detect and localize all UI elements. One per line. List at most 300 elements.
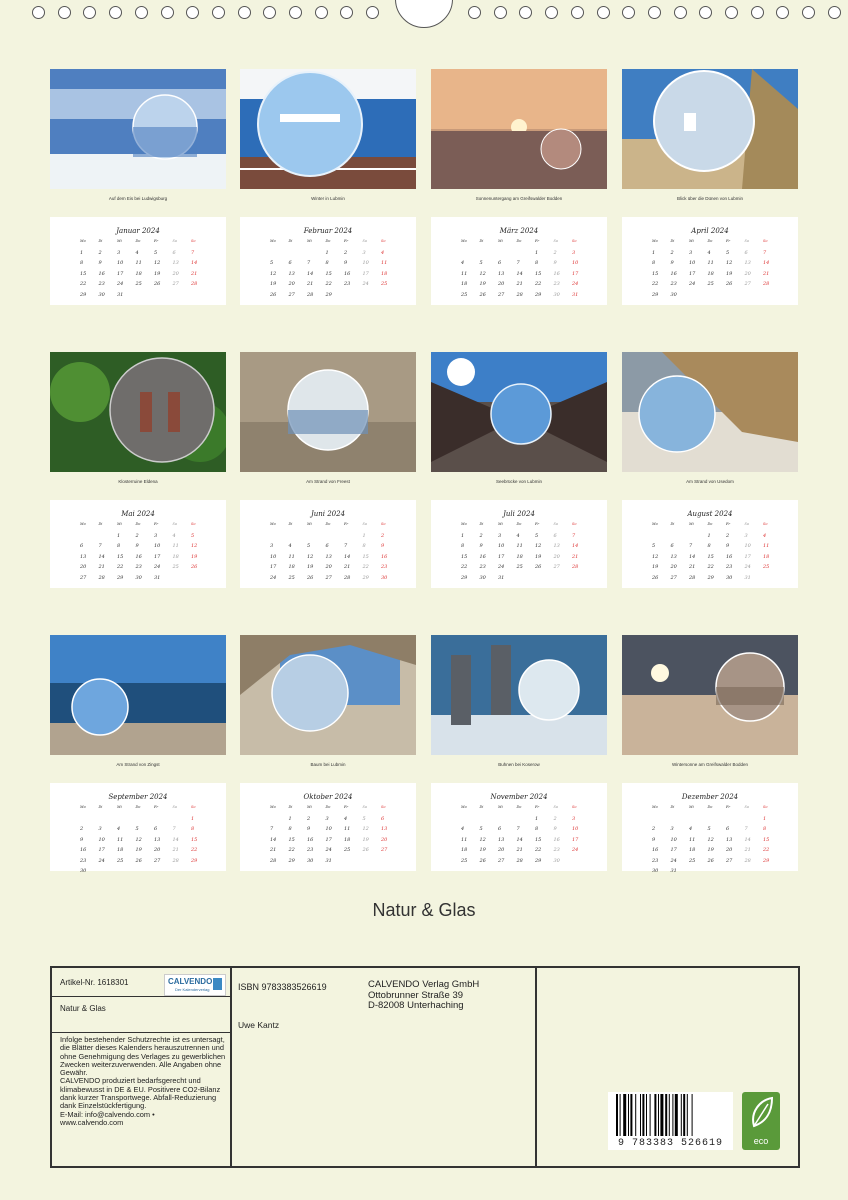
weekday-label: Mo — [270, 522, 276, 526]
product-name: Natur & Glas — [60, 1004, 106, 1013]
month-page — [240, 69, 416, 305]
month-page — [431, 635, 607, 871]
weekday-label: Do — [516, 522, 522, 526]
day-number: 10 — [98, 836, 105, 843]
day-number: 14 — [172, 836, 179, 843]
day-number: 1 — [325, 249, 329, 256]
day-number: 16 — [307, 836, 314, 843]
weekday-label: So — [191, 239, 196, 243]
barcode-bar — [623, 1094, 626, 1136]
day-number: 21 — [172, 847, 179, 853]
day-number: 17 — [572, 270, 579, 277]
weekday-label: Mo — [80, 805, 86, 809]
day-number: 28 — [572, 564, 579, 570]
photo-caption: Klosterruine Eldena — [118, 479, 158, 484]
weekday-label: Fr — [535, 522, 540, 526]
day-number: 21 — [689, 564, 696, 570]
day-number: 25 — [763, 564, 770, 570]
day-number: 14 — [516, 270, 523, 277]
month-calendar — [240, 500, 416, 588]
day-number: 11 — [172, 543, 179, 549]
day-number: 10 — [325, 826, 332, 832]
month-name: März 2024 — [499, 227, 539, 235]
empty-day — [498, 816, 517, 827]
day-number: 3 — [572, 249, 576, 256]
binding-hole — [58, 6, 71, 19]
day-grid — [461, 239, 591, 302]
empty-day — [270, 250, 289, 261]
binding-hole — [571, 6, 584, 19]
day-number: 27 — [154, 857, 161, 864]
day-number: 12 — [362, 826, 369, 832]
day-number: 24 — [154, 564, 161, 570]
day-number: 22 — [652, 281, 659, 287]
day-number: 9 — [670, 260, 674, 266]
day-number: 20 — [154, 847, 161, 853]
day-number: 19 — [191, 553, 198, 560]
month-name: Januar 2024 — [116, 227, 160, 235]
month-calendar — [240, 783, 416, 871]
day-number: 26 — [191, 564, 198, 570]
day-number: 24 — [572, 281, 579, 287]
day-number: 13 — [288, 270, 295, 277]
day-number: 2 — [344, 249, 348, 256]
day-number: 4 — [135, 249, 139, 256]
empty-day — [480, 816, 499, 827]
day-number: 18 — [172, 553, 179, 560]
publisher-city: D-82008 Unterhaching — [368, 1000, 464, 1011]
day-number: 29 — [763, 857, 770, 864]
day-number: 16 — [98, 270, 105, 277]
day-number: 15 — [535, 836, 542, 843]
day-number: 25 — [117, 857, 124, 864]
day-number: 2 — [135, 532, 139, 539]
day-number: 29 — [117, 574, 124, 581]
day-number: 20 — [726, 847, 733, 853]
author: Uwe Kantz — [238, 1020, 280, 1030]
binding-hole — [648, 6, 661, 19]
weekday-label: Di — [670, 522, 675, 526]
weekday-label: Di — [288, 805, 293, 809]
weekday-label: Mo — [652, 239, 658, 243]
day-number: 23 — [344, 281, 351, 287]
weekday-label: Sa — [172, 239, 177, 243]
day-number: 11 — [135, 260, 142, 266]
barcode-bar — [665, 1094, 667, 1136]
day-number: 11 — [461, 836, 468, 843]
day-number: 11 — [689, 836, 696, 843]
weekday-label: Sa — [553, 522, 558, 526]
day-number: 4 — [461, 826, 465, 832]
day-number: 25 — [288, 574, 295, 581]
day-number: 16 — [670, 270, 677, 277]
empty-day — [270, 533, 289, 544]
month-photo — [240, 352, 416, 472]
weekday-label: Di — [670, 239, 675, 243]
day-number: 3 — [744, 532, 748, 539]
day-number: 5 — [535, 532, 539, 539]
day-number: 5 — [479, 260, 483, 266]
day-number: 21 — [191, 270, 198, 277]
day-number: 23 — [307, 847, 314, 853]
binding-hole — [802, 6, 815, 19]
day-number: 17 — [270, 564, 277, 570]
day-number: 22 — [80, 281, 87, 287]
binding-hole — [366, 6, 379, 19]
day-number: 18 — [461, 847, 468, 853]
empty-day — [154, 868, 173, 879]
photo-caption: Auf dem Eis bei Ludwigsburg — [108, 196, 168, 201]
month-page — [50, 69, 226, 305]
calendar-title: Natur & Glas — [372, 900, 476, 920]
day-number: 19 — [479, 281, 486, 287]
day-number: 1 — [117, 532, 121, 539]
month-photo — [431, 69, 607, 189]
binding-hole — [519, 6, 532, 19]
day-number: 7 — [689, 543, 693, 549]
day-number: 21 — [344, 564, 351, 570]
empty-day — [517, 250, 536, 261]
day-number: 18 — [689, 847, 696, 853]
day-number: 20 — [80, 564, 87, 570]
day-number: 3 — [572, 815, 576, 822]
day-number: 14 — [270, 836, 277, 843]
article-number: Artikel-Nr. 1618301 — [60, 978, 129, 987]
day-number: 3 — [117, 249, 121, 256]
day-number: 29 — [707, 574, 714, 581]
empty-day — [99, 816, 118, 827]
day-grid — [80, 522, 210, 585]
weekday-label: Mi — [307, 522, 312, 526]
day-number: 4 — [117, 826, 121, 832]
weekday-label: Do — [516, 239, 522, 243]
month-page — [622, 69, 798, 305]
day-number: 1 — [535, 249, 539, 256]
day-number: 9 — [344, 260, 348, 266]
weekday-label: Di — [288, 522, 293, 526]
day-number: 2 — [381, 532, 385, 539]
binding-hole — [776, 6, 789, 19]
day-number: 28 — [516, 857, 523, 864]
empty-day — [652, 533, 671, 544]
month-name: September 2024 — [108, 793, 168, 801]
weekday-label: So — [572, 805, 577, 809]
day-number: 18 — [763, 553, 770, 560]
day-grid — [270, 805, 400, 868]
month-page — [240, 635, 416, 871]
day-number: 24 — [98, 857, 105, 864]
day-number: 22 — [325, 281, 332, 287]
empty-day — [726, 816, 745, 827]
empty-day — [173, 575, 192, 586]
day-number: 3 — [325, 815, 329, 822]
day-number: 3 — [670, 826, 674, 832]
weekday-label: So — [381, 522, 386, 526]
day-number: 10 — [117, 260, 124, 266]
day-number: 24 — [270, 574, 277, 581]
day-number: 1 — [362, 532, 366, 539]
day-number: 6 — [80, 543, 84, 549]
empty-day — [80, 533, 99, 544]
day-number: 17 — [498, 553, 505, 560]
day-number: 19 — [362, 836, 369, 843]
barcode-bar — [635, 1094, 636, 1136]
empty-day — [689, 533, 708, 544]
day-number: 22 — [763, 847, 770, 853]
weekday-label: Mi — [307, 805, 312, 809]
day-number: 16 — [135, 553, 142, 560]
day-number: 30 — [652, 868, 659, 874]
day-number: 23 — [479, 564, 486, 570]
binding-hole — [340, 6, 353, 19]
day-number: 13 — [325, 553, 332, 560]
day-number: 1 — [535, 815, 539, 822]
day-number: 14 — [516, 836, 523, 843]
binding-hole — [238, 6, 251, 19]
day-number: 6 — [154, 826, 158, 832]
day-number: 13 — [498, 836, 505, 843]
binding-hole — [186, 6, 199, 19]
day-number: 13 — [498, 270, 505, 277]
empty-day — [535, 575, 554, 586]
day-number: 7 — [307, 260, 311, 266]
empty-day — [191, 868, 210, 879]
day-number: 25 — [344, 847, 351, 853]
weekday-label: Fr — [344, 805, 349, 809]
photo-caption: Wintersonne am Greifswalder Bodden — [671, 762, 749, 767]
day-number: 3 — [98, 826, 102, 832]
day-grid — [461, 522, 591, 585]
binding-hole — [109, 6, 122, 19]
day-number: 9 — [80, 836, 84, 843]
day-number: 18 — [461, 281, 468, 287]
day-number: 20 — [381, 836, 388, 843]
day-number: 21 — [744, 847, 751, 853]
day-number: 5 — [362, 815, 366, 822]
day-number: 10 — [498, 543, 505, 549]
glass-ball-photo — [622, 69, 798, 189]
day-number: 19 — [307, 564, 314, 570]
day-number: 15 — [461, 553, 468, 560]
day-number: 25 — [135, 281, 142, 287]
weekday-label: Sa — [744, 522, 749, 526]
day-number: 30 — [479, 574, 486, 581]
eco-badge: eco — [742, 1092, 780, 1150]
calvendo-logo: CALVENDO Der Kalenderverlag — [164, 974, 226, 996]
day-number: 25 — [172, 564, 179, 570]
day-number: 10 — [689, 260, 696, 266]
binding-hole — [83, 6, 96, 19]
day-number: 26 — [535, 564, 542, 570]
day-grid — [652, 239, 782, 302]
glass-ball-photo — [240, 635, 416, 755]
binding-hole — [135, 6, 148, 19]
day-number: 6 — [726, 826, 730, 832]
empty-day — [708, 868, 727, 879]
day-number: 12 — [652, 553, 659, 560]
empty-day — [745, 292, 764, 303]
day-number: 1 — [288, 815, 292, 822]
weekday-label: Sa — [362, 239, 367, 243]
day-number: 14 — [572, 543, 579, 549]
weekday-label: Sa — [172, 805, 177, 809]
weekday-label: Mi — [117, 239, 122, 243]
barcode-bar — [681, 1094, 682, 1136]
day-number: 17 — [117, 270, 124, 277]
day-number: 21 — [516, 281, 523, 287]
day-number: 4 — [461, 260, 465, 266]
day-number: 17 — [572, 836, 579, 843]
day-number: 9 — [553, 826, 557, 832]
day-number: 19 — [135, 847, 142, 853]
month-name: Dezember 2024 — [681, 793, 739, 801]
empty-day — [381, 292, 400, 303]
weekday-label: Fr — [726, 522, 731, 526]
day-number: 20 — [744, 270, 751, 277]
day-number: 23 — [80, 857, 87, 864]
weekday-label: So — [763, 522, 768, 526]
empty-day — [173, 816, 192, 827]
day-number: 28 — [763, 281, 770, 287]
day-number: 5 — [707, 826, 711, 832]
day-number: 29 — [325, 291, 332, 298]
day-number: 13 — [381, 826, 388, 832]
day-number: 28 — [744, 857, 751, 864]
day-number: 25 — [381, 281, 388, 287]
weekday-label: Sa — [744, 805, 749, 809]
day-number: 6 — [381, 815, 385, 822]
day-number: 7 — [516, 826, 520, 832]
glass-ball-photo — [50, 352, 226, 472]
day-number: 23 — [652, 857, 659, 864]
day-number: 26 — [726, 281, 733, 287]
month-name: August 2024 — [687, 510, 733, 518]
legal-notice: Infolge bestehender Schutzrechte ist es untersagt, die Blätter dieses Kalenders herauszutrennen und ohne Genehmigung des Verlages zu gewerblichen Zwecken weiterzuverwenden. Alle Angaben ohne Gewähr. CALVENDO produziert bedarfsgerecht und klimabewusst in DE & EU. Positivere CO2-Bilanz dank kurzer Transportwege. Abfall-Reduzierung dank Einzelstückfertigung. E-Mail: info@calvendo.com • www.calvendo.com — [60, 1035, 226, 1127]
day-number: 4 — [344, 815, 348, 822]
empty-day — [344, 858, 363, 869]
day-number: 11 — [117, 836, 124, 843]
calvendo-logo-icon — [213, 978, 222, 990]
binding-hole — [32, 6, 45, 19]
month-name: April 2024 — [691, 227, 729, 235]
day-number: 8 — [191, 826, 195, 832]
month-page — [622, 635, 798, 874]
day-number: 5 — [154, 249, 158, 256]
day-number: 6 — [288, 260, 292, 266]
weekday-label: So — [191, 805, 196, 809]
weekday-label: Sa — [362, 805, 367, 809]
day-number: 15 — [325, 270, 332, 277]
photo-caption: Baum bei Lubmin — [310, 762, 346, 767]
empty-day — [191, 292, 210, 303]
day-number: 12 — [191, 543, 198, 549]
barcode — [608, 1092, 733, 1150]
day-number: 5 — [135, 826, 139, 832]
day-number: 22 — [707, 564, 714, 570]
day-number: 24 — [498, 564, 505, 570]
glass-ball-photo — [50, 635, 226, 755]
day-number: 31 — [325, 857, 332, 864]
empty-day — [461, 250, 480, 261]
weekday-label: Mi — [689, 239, 694, 243]
day-number: 17 — [154, 553, 161, 560]
month-calendar — [50, 500, 226, 588]
binding-hole — [597, 6, 610, 19]
day-number: 15 — [652, 270, 659, 277]
weekday-label: Do — [325, 805, 331, 809]
day-number: 1 — [707, 532, 711, 539]
day-number: 30 — [98, 291, 105, 298]
day-number: 12 — [270, 270, 277, 277]
day-number: 13 — [744, 260, 751, 266]
weekday-label: Do — [325, 522, 331, 526]
binding-hole — [161, 6, 174, 19]
day-number: 7 — [191, 249, 195, 256]
binding-hole — [494, 6, 507, 19]
day-number: 21 — [307, 281, 314, 287]
day-number: 11 — [763, 543, 770, 549]
empty-day — [726, 868, 745, 879]
day-number: 28 — [191, 281, 198, 287]
empty-day — [99, 868, 118, 879]
day-number: 12 — [479, 836, 486, 843]
weekday-label: Di — [98, 805, 103, 809]
day-number: 3 — [270, 543, 274, 549]
day-number: 9 — [307, 826, 311, 832]
weekday-label: Mo — [270, 239, 276, 243]
binding-hole — [212, 6, 225, 19]
day-number: 28 — [307, 291, 314, 298]
day-number: 5 — [270, 260, 274, 266]
glass-ball-photo — [622, 352, 798, 472]
empty-day — [154, 816, 173, 827]
weekday-label: Mo — [461, 522, 467, 526]
day-number: 29 — [362, 574, 369, 581]
day-number: 19 — [479, 847, 486, 853]
day-number: 4 — [763, 532, 767, 539]
empty-day — [517, 816, 536, 827]
weekday-label: Di — [98, 239, 103, 243]
day-number: 26 — [652, 574, 659, 581]
day-number: 1 — [461, 532, 465, 539]
weekday-label: Fr — [154, 805, 159, 809]
weekday-label: Fr — [726, 805, 731, 809]
weekday-label: Di — [479, 522, 484, 526]
day-number: 27 — [744, 281, 751, 287]
empty-day — [191, 575, 210, 586]
day-number: 16 — [479, 553, 486, 560]
day-number: 30 — [80, 868, 87, 874]
day-number: 23 — [553, 281, 560, 287]
month-page — [622, 352, 798, 588]
day-number: 3 — [689, 249, 693, 256]
weekday-label: Mo — [270, 805, 276, 809]
barcode-bar — [646, 1094, 647, 1136]
day-number: 15 — [763, 836, 770, 843]
day-number: 23 — [135, 564, 142, 570]
day-number: 17 — [689, 270, 696, 277]
weekday-label: Di — [479, 805, 484, 809]
day-number: 13 — [670, 553, 677, 560]
weekday-label: Do — [707, 239, 713, 243]
day-number: 16 — [344, 270, 351, 277]
day-number: 25 — [516, 564, 523, 570]
day-number: 26 — [307, 574, 314, 581]
photo-caption: Buhnen bei Koserow — [498, 762, 540, 767]
month-page — [240, 352, 416, 588]
empty-day — [708, 816, 727, 827]
day-number: 26 — [707, 857, 714, 864]
